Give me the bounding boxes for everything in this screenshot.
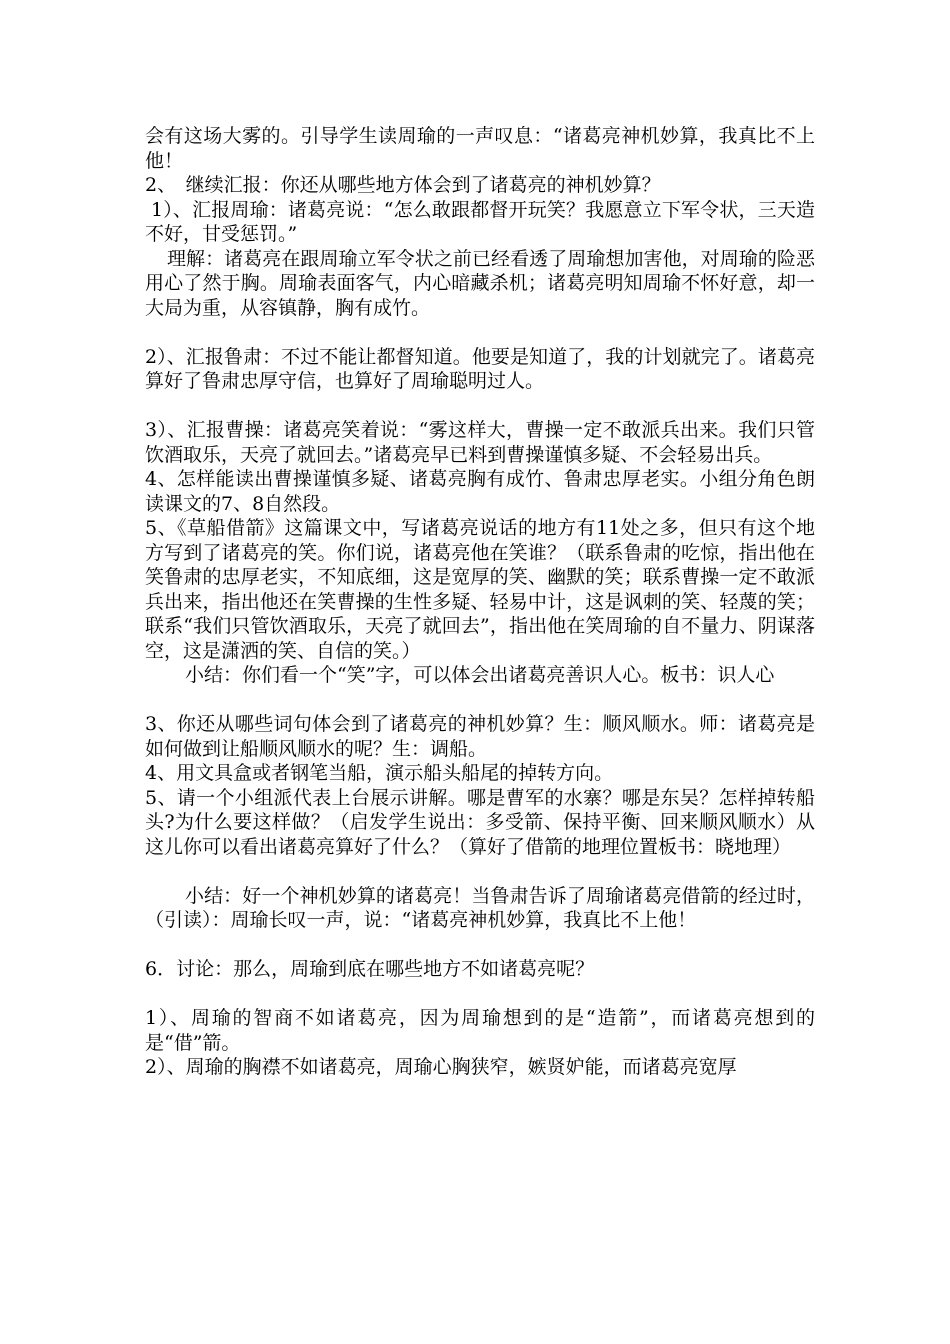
- blank-line: [145, 859, 815, 884]
- paragraph: 6．讨论：那么，周瑜到底在哪些地方不如诸葛亮呢？: [145, 958, 595, 980]
- paragraph: 1）、汇报周瑜：诸葛亮说：“怎么敢跟都督开玩笑？我愿意立下军令状，三天造不好，甘受惩罚。”: [145, 198, 815, 245]
- paragraph: 4、怎样能读出曹操谨慎多疑、诸葛亮胸有成竹、鲁肃忠厚老实。小组分角色朗读课文的7、8自然段。: [145, 468, 815, 515]
- blank-line: [145, 394, 815, 419]
- paragraph: 1）、周瑜的智商不如诸葛亮，因为周瑜想到的是“造箭”，而诸葛亮想到的是“借”箭。: [145, 1007, 815, 1054]
- paragraph: 3）、汇报曹操：诸葛亮笑着说：“雾这样大，曹操一定不敢派兵出来。我们只管饮酒取乐，天亮了就回去。”诸葛亮早已料到曹操谨慎多疑、不会轻易出兵。: [145, 419, 815, 466]
- paragraph: 小结：好一个神机妙算的诸葛亮！当鲁肃告诉了周瑜诸葛亮借箭的经过时，（引读）：周瑜长叹一声，说：“诸葛亮神机妙算，我真比不上他！: [145, 884, 815, 931]
- paragraph: 小结：你们看一个“笑”字，可以体会出诸葛亮善识人心。板书：识人心: [185, 664, 775, 686]
- paragraph: 5、请一个小组派代表上台展示讲解。哪是曹军的水寨？哪是东吴？怎样掉转船头?为什么要这样做？（启发学生说出：多受箭、保持平衡、回来顺风顺水）从这儿你可以看出诸葛亮算好了什么？（算好了借箭的地理位置板书：晓地理）: [145, 786, 815, 858]
- paragraph: 2）、周瑜的胸襟不如诸葛亮，周瑜心胸狭窄，嫉贤妒能，而诸葛亮宽厚: [145, 1056, 737, 1078]
- document-body: [145, 124, 815, 1080]
- paragraph: 2、 继续汇报：你还从哪些地方体会到了诸葛亮的神机妙算？: [145, 174, 661, 196]
- blank-line: [145, 688, 815, 713]
- paragraph: 4、用文具盒或者钢笔当船，演示船头船尾的掉转方向。: [145, 762, 614, 784]
- paragraph: 理解：诸葛亮在跟周瑜立军令状之前已经看透了周瑜想加害他，对周瑜的险恶用心了然于胸。周瑜表面客气，内心暗藏杀机；诸葛亮明知周瑜不怀好意，却一大局为重，从容镇静，胸有成竹。: [145, 247, 815, 319]
- paragraph: 5、《草船借箭》这篇课文中，写诸葛亮说话的地方有11处之多，但只有这个地方写到了诸葛亮的笑。你们说，诸葛亮他在笑谁？（联系鲁肃的吃惊，指出他在笑鲁肃的忠厚老实，不知底细，这是宽厚的笑、幽默的笑；联系曹操一定不敢派兵出来，指出他还在笑曹操的生性多疑、轻易中计，这是讽刺的笑、轻蔑的笑；联系“我们只管饮酒取乐，天亮了就回去”，指出他在笑周瑜的自不量力、阴谋落空，这是潇洒的笑、自信的笑。）: [145, 517, 815, 662]
- blank-line: [145, 982, 815, 1007]
- blank-line: [145, 933, 815, 958]
- blank-line: [145, 320, 815, 345]
- paragraph: 2）、汇报鲁肃：不过不能让都督知道。他要是知道了，我的计划就完了。诸葛亮算好了鲁肃忠厚守信，也算好了周瑜聪明过人。: [145, 345, 815, 392]
- paragraph: 会有这场大雾的。引导学生读周瑜的一声叹息：“诸葛亮神机妙算，我真比不上他！: [145, 125, 815, 172]
- paragraph: 3、你还从哪些词句体会到了诸葛亮的神机妙算？生：顺风顺水。师：诸葛亮是如何做到让船顺风顺水的呢？生：调船。: [145, 713, 815, 760]
